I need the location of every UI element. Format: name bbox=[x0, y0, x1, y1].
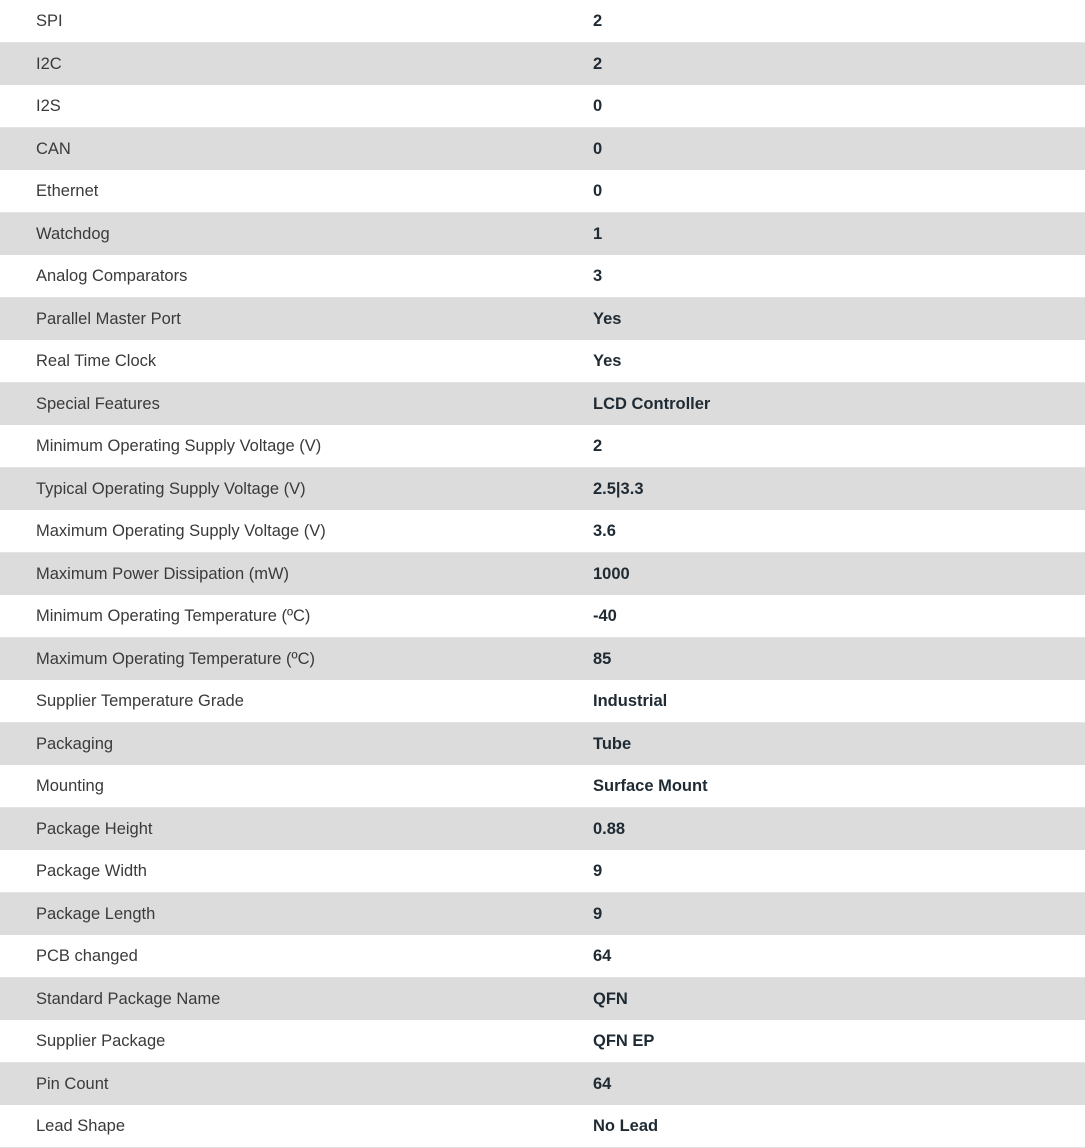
table-row bbox=[0, 595, 1085, 638]
spec-value-text: Yes bbox=[593, 310, 622, 328]
spec-label: Package Length bbox=[36, 905, 156, 923]
spec-value-text: QFN EP bbox=[593, 1032, 655, 1050]
spec-value-text: 64 bbox=[593, 947, 612, 965]
spec-value bbox=[565, 1063, 1085, 1106]
spec-value-text: 0 bbox=[593, 182, 603, 200]
spec-value-text: 0.88 bbox=[593, 820, 626, 838]
spec-value bbox=[565, 850, 1085, 893]
spec-value-text: 2 bbox=[593, 12, 603, 30]
spec-value-text: 64 bbox=[593, 1075, 612, 1093]
spec-value-text: Surface Mount bbox=[593, 777, 708, 795]
spec-value-text: 2 bbox=[593, 437, 603, 455]
spec-value bbox=[565, 1020, 1085, 1063]
table-row bbox=[0, 340, 1085, 383]
spec-value bbox=[565, 170, 1085, 213]
spec-value bbox=[565, 1105, 1085, 1148]
spec-label: Parallel Master Port bbox=[36, 310, 181, 328]
spec-label: Real Time Clock bbox=[0, 340, 565, 383]
spec-value bbox=[565, 680, 1085, 723]
spec-value-text: Industrial bbox=[593, 692, 668, 710]
table-row bbox=[0, 978, 1085, 1021]
table-row bbox=[0, 638, 1085, 681]
spec-label: Special Features bbox=[36, 395, 160, 413]
spec-label: Maximum Operating Temperature (ºC) bbox=[36, 650, 315, 668]
spec-label: Standard Package Name bbox=[36, 990, 221, 1008]
spec-label: Packaging bbox=[36, 735, 114, 753]
spec-value-text: -40 bbox=[593, 607, 617, 625]
table-row bbox=[0, 1105, 1085, 1148]
spec-value-text: 0 bbox=[593, 97, 603, 115]
spec-value-text: No Lead bbox=[593, 1117, 659, 1135]
spec-value bbox=[565, 468, 1085, 511]
spec-value-text: 85 bbox=[593, 650, 612, 668]
spec-label: Supplier Package bbox=[0, 1020, 565, 1063]
spec-value bbox=[565, 553, 1085, 596]
table-row bbox=[0, 170, 1085, 213]
table-row bbox=[0, 1063, 1085, 1106]
table-row bbox=[0, 213, 1085, 256]
table-row bbox=[0, 128, 1085, 171]
spec-value-text: 3 bbox=[593, 267, 603, 285]
table-row bbox=[0, 765, 1085, 808]
spec-value-text: 9 bbox=[593, 905, 603, 923]
spec-value-text: 9 bbox=[593, 862, 603, 880]
spec-value bbox=[565, 808, 1085, 851]
spec-value bbox=[565, 425, 1085, 468]
spec-value bbox=[565, 978, 1085, 1021]
spec-label: SPI bbox=[0, 0, 565, 43]
spec-value bbox=[565, 595, 1085, 638]
spec-label: Typical Operating Supply Voltage (V) bbox=[36, 480, 306, 498]
spec-value bbox=[565, 723, 1085, 766]
spec-value bbox=[565, 340, 1085, 383]
table-row bbox=[0, 893, 1085, 936]
table-row bbox=[0, 723, 1085, 766]
spec-value-text: 0 bbox=[593, 140, 603, 158]
table-row bbox=[0, 425, 1085, 468]
spec-label: Package Height bbox=[36, 820, 153, 838]
spec-value bbox=[565, 935, 1085, 978]
spec-value-text: 1 bbox=[593, 225, 603, 243]
spec-value-text: QFN bbox=[593, 990, 628, 1008]
table-row bbox=[0, 298, 1085, 341]
spec-label: Maximum Power Dissipation (mW) bbox=[36, 565, 290, 583]
spec-label: Mounting bbox=[0, 765, 565, 808]
spec-value bbox=[565, 128, 1085, 171]
table-row bbox=[0, 680, 1085, 723]
spec-label: Pin Count bbox=[36, 1075, 109, 1093]
spec-value bbox=[565, 893, 1085, 936]
spec-label: Minimum Operating Supply Voltage (V) bbox=[0, 425, 565, 468]
spec-value bbox=[565, 43, 1085, 86]
table-row bbox=[0, 468, 1085, 511]
spec-label: Maximum Operating Supply Voltage (V) bbox=[0, 510, 565, 553]
spec-value-text: LCD Controller bbox=[593, 395, 711, 413]
spec-value bbox=[565, 638, 1085, 681]
spec-value bbox=[565, 0, 1085, 43]
spec-value-text: 2 bbox=[593, 55, 603, 73]
table-row bbox=[0, 850, 1085, 893]
spec-label: Watchdog bbox=[36, 225, 110, 243]
spec-label: Lead Shape bbox=[0, 1105, 565, 1148]
table-row bbox=[0, 43, 1085, 86]
spec-label: Package Width bbox=[0, 850, 565, 893]
table-row bbox=[0, 553, 1085, 596]
spec-value-text: Tube bbox=[593, 735, 632, 753]
spec-value-text: 2.5|3.3 bbox=[593, 480, 644, 498]
spec-value-text: 3.6 bbox=[593, 522, 616, 540]
spec-value bbox=[565, 765, 1085, 808]
spec-label: I2S bbox=[0, 85, 565, 128]
spec-label: I2C bbox=[36, 55, 62, 73]
table-row bbox=[0, 510, 1085, 553]
spec-value-text: 1000 bbox=[593, 565, 630, 583]
table-row bbox=[0, 383, 1085, 426]
spec-label: CAN bbox=[36, 140, 71, 158]
spec-label: Supplier Temperature Grade bbox=[0, 680, 565, 723]
spec-label: Ethernet bbox=[0, 170, 565, 213]
spec-label: Analog Comparators bbox=[0, 255, 565, 298]
table-row bbox=[0, 1020, 1085, 1063]
table-row bbox=[0, 255, 1085, 298]
table-row bbox=[0, 808, 1085, 851]
spec-value bbox=[565, 213, 1085, 256]
table-row bbox=[0, 935, 1085, 978]
spec-label: Minimum Operating Temperature (ºC) bbox=[0, 595, 565, 638]
spec-label: PCB changed bbox=[0, 935, 565, 978]
spec-value-text: Yes bbox=[593, 352, 622, 370]
spec-value bbox=[565, 85, 1085, 128]
table-row bbox=[0, 85, 1085, 128]
spec-value bbox=[565, 298, 1085, 341]
table-row bbox=[0, 0, 1085, 43]
spec-value bbox=[565, 510, 1085, 553]
spec-value bbox=[565, 383, 1085, 426]
spec-value bbox=[565, 255, 1085, 298]
